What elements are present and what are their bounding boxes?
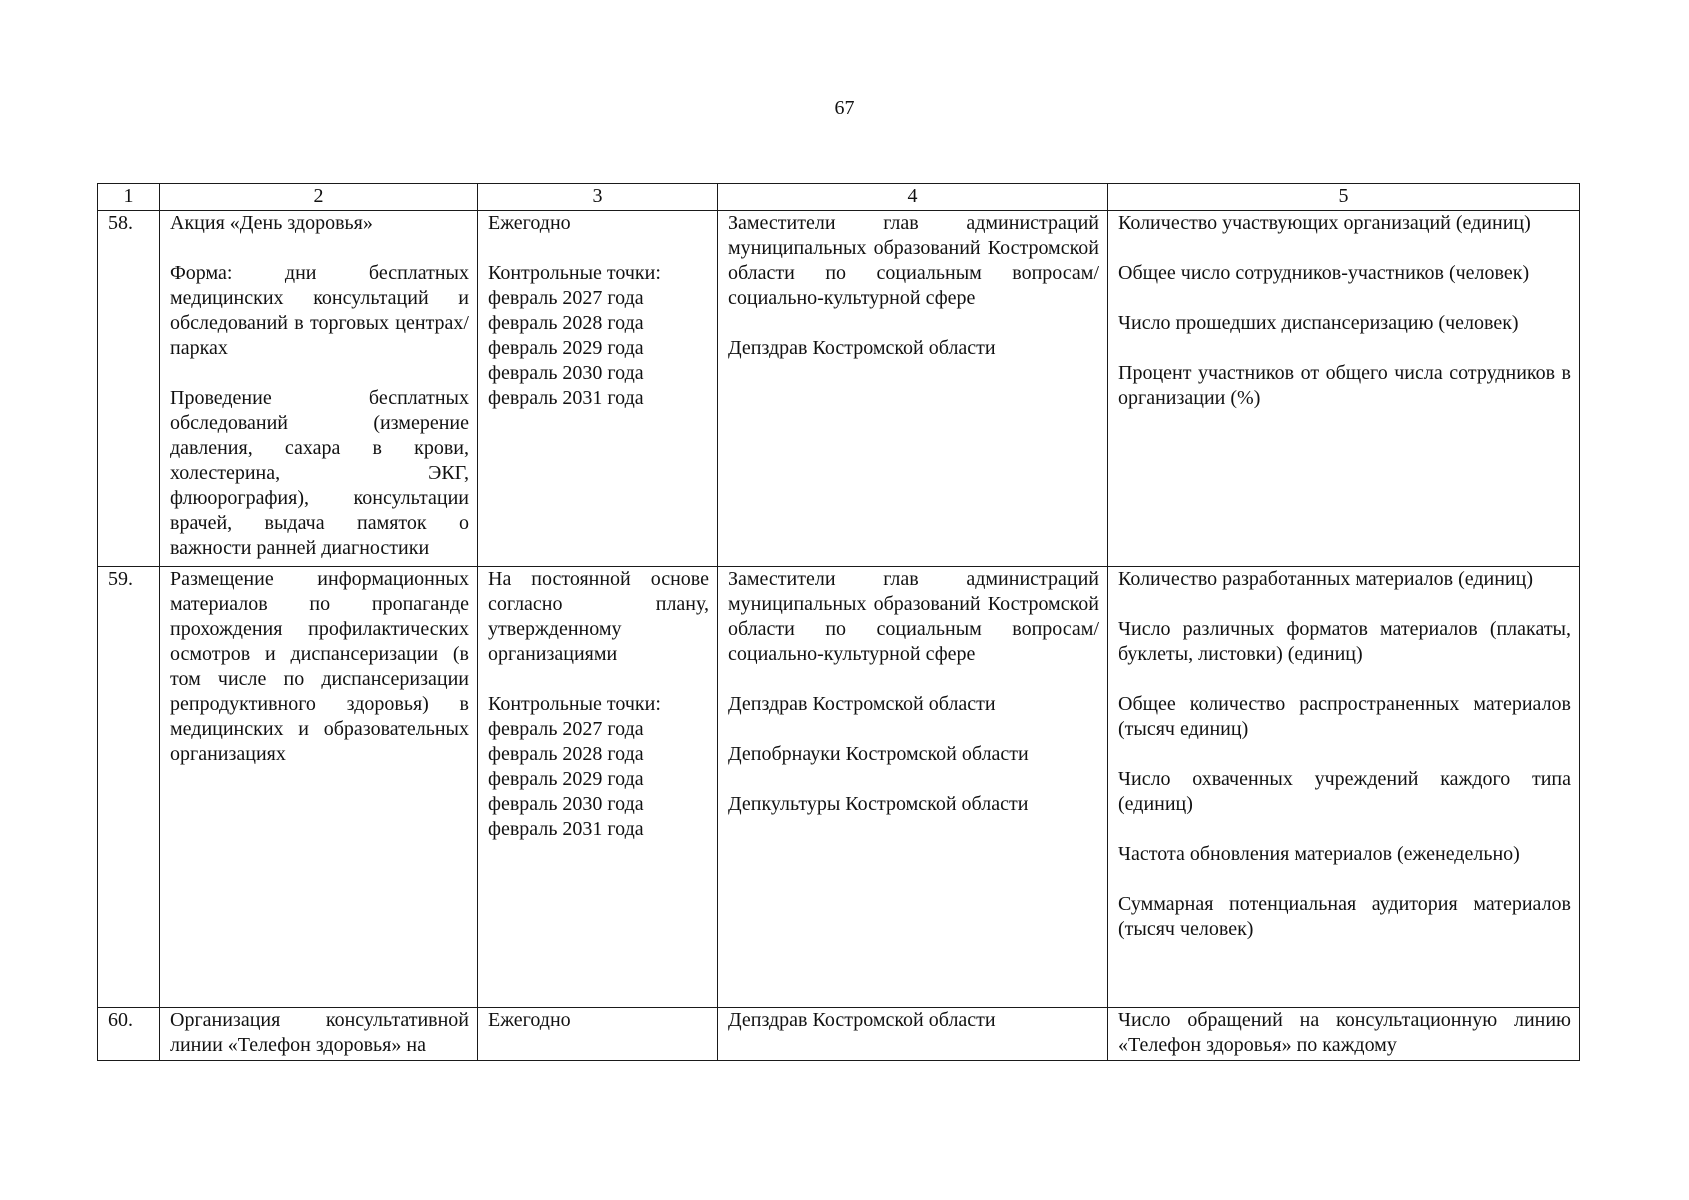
column-header: 1 xyxy=(98,184,160,211)
control-point: февраль 2028 года xyxy=(488,743,644,765)
control-point: февраль 2029 года xyxy=(488,337,644,359)
indicator-text: Число охваченных учреждений каждого типа (единиц) xyxy=(1118,768,1571,815)
indicator-text: Количество разработанных материалов (единиц) xyxy=(1118,568,1533,590)
responsible-text: Депкультуры Костромской области xyxy=(728,793,1029,815)
term-cell xyxy=(478,1008,718,1061)
column-header: 2 xyxy=(160,184,478,211)
responsible-text: Депздрав Костромской области xyxy=(728,337,996,359)
indicator-text: Число обращений на консультационную линию «Телефон здоровья» по каждому xyxy=(1118,1009,1571,1056)
page-number: 67 xyxy=(834,97,855,119)
control-point: февраль 2028 года xyxy=(488,312,644,334)
event-text: Проведение бесплатных обследований (измерение давления, сахара в крови, холестерина, ЭКГ, флюорография), консультации врачей, выдача памяток о важности ранней диагностики xyxy=(170,387,469,559)
control-point: февраль 2029 года xyxy=(488,768,644,790)
responsible-text: Заместители глав администраций муниципальных образований Костромской области по социальным вопросам/ социально-культурной сфере xyxy=(728,568,1099,665)
indicator-text: Число прошедших диспансеризацию (человек) xyxy=(1118,312,1519,334)
event-cell xyxy=(160,211,478,567)
term-cell xyxy=(478,567,718,1008)
responsible-text: Депздрав Костромской области xyxy=(728,1009,996,1031)
responsible-cell xyxy=(718,1008,1108,1061)
indicator-text: Суммарная потенциальная аудитория материалов (тысяч человек) xyxy=(1118,893,1571,940)
term-text: Ежегодно xyxy=(488,212,571,234)
column-header: 3 xyxy=(478,184,718,211)
responsible-text: Депздрав Костромской области xyxy=(728,693,996,715)
row-number: 60. xyxy=(98,1008,160,1061)
indicator-text: Число различных форматов материалов (плакаты, буклеты, листовки) (единиц) xyxy=(1118,618,1571,665)
term-text: Ежегодно xyxy=(488,1009,571,1031)
column-header: 4 xyxy=(718,184,1108,211)
responsible-cell xyxy=(718,567,1108,1008)
column-number-row xyxy=(98,184,1580,211)
indicator-text: Количество участвующих организаций (единиц) xyxy=(1118,212,1531,234)
event-text: Организация консультативной линии «Телефон здоровья» на xyxy=(170,1009,469,1056)
row-number: 59. xyxy=(98,567,160,1008)
indicators-cell xyxy=(1108,1008,1580,1061)
event-text: Форма: дни бесплатных медицинских консультаций и обследований в торговых центрах/парках xyxy=(170,262,469,359)
indicator-text: Частота обновления материалов (еженедельно) xyxy=(1118,843,1520,865)
control-point: февраль 2030 года xyxy=(488,362,644,384)
table-row xyxy=(98,211,1580,567)
responsible-cell xyxy=(718,211,1108,567)
indicators-cell xyxy=(1108,567,1580,1008)
responsible-text: Заместители глав администраций муниципальных образований Костромской области по социальным вопросам/ социально-культурной сфере xyxy=(728,212,1099,309)
control-point: февраль 2031 года xyxy=(488,387,644,409)
row-number: 58. xyxy=(98,211,160,567)
event-text: Размещение информационных материалов по пропаганде прохождения профилактических осмотров и диспансеризации (в том числе по диспансеризации репродуктивного здоровья) в медицинских и образовательных организациях xyxy=(170,568,469,765)
control-point: февраль 2027 года xyxy=(488,718,644,740)
control-point: февраль 2030 года xyxy=(488,793,644,815)
plan-table xyxy=(97,183,1580,1061)
table-row xyxy=(98,1008,1580,1061)
responsible-text: Депобрнауки Костромской области xyxy=(728,743,1029,765)
term-text: На постоянной основе согласно плану, утвержденному организациями xyxy=(488,568,709,665)
column-header: 5 xyxy=(1108,184,1580,211)
indicator-text: Процент участников от общего числа сотрудников в организации (%) xyxy=(1118,362,1571,409)
term-cell xyxy=(478,211,718,567)
indicators-cell xyxy=(1108,211,1580,567)
control-points-label: Контрольные точки: xyxy=(488,262,661,284)
indicator-text: Общее количество распространенных материалов (тысяч единиц) xyxy=(1118,693,1571,740)
indicator-text: Общее число сотрудников-участников (человек) xyxy=(1118,262,1530,284)
event-text: Акция «День здоровья» xyxy=(170,212,373,234)
control-points-label: Контрольные точки: xyxy=(488,693,661,715)
event-cell xyxy=(160,1008,478,1061)
control-point: февраль 2027 года xyxy=(488,287,644,309)
table-row xyxy=(98,567,1580,1008)
control-point: февраль 2031 года xyxy=(488,818,644,840)
event-cell xyxy=(160,567,478,1008)
